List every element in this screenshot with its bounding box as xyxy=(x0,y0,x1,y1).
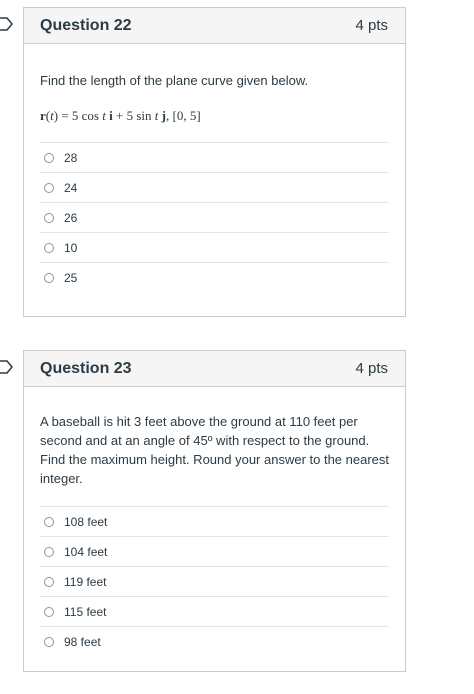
answer-label: 104 feet xyxy=(64,544,108,559)
radio-button[interactable] xyxy=(44,577,54,587)
answer-label: 10 xyxy=(64,240,78,255)
question-title: Question 23 xyxy=(40,359,132,377)
radio-button[interactable] xyxy=(44,243,54,253)
radio-button[interactable] xyxy=(44,213,54,223)
radio-button[interactable] xyxy=(44,153,54,163)
question-flag-icon[interactable] xyxy=(0,17,14,31)
radio-button[interactable] xyxy=(44,183,54,193)
answer-option[interactable] xyxy=(40,506,389,536)
question-points: 4 pts xyxy=(355,360,388,377)
question-header xyxy=(24,8,405,44)
question-points: 4 pts xyxy=(355,17,388,34)
answer-label: 119 feet xyxy=(64,574,107,589)
question-formula: r(t) = 5 cos t i + 5 sin t j, [0, 5] xyxy=(40,108,201,123)
question-prompt: Find the length of the plane curve given below. xyxy=(40,73,309,88)
radio-button[interactable] xyxy=(44,273,54,283)
answer-option[interactable] xyxy=(40,202,389,232)
answer-label: 115 feet xyxy=(64,604,107,619)
question-card xyxy=(23,7,406,317)
answer-option[interactable] xyxy=(40,626,389,656)
question-prompt: A baseball is hit 3 feet above the ground at 110 feet per second and at an angle of 45º with respect to the ground. Find the maximum height. Round your answer to the nearest integer. xyxy=(40,414,390,486)
answer-list xyxy=(40,506,389,656)
answer-option[interactable] xyxy=(40,566,389,596)
question-flag-icon[interactable] xyxy=(0,360,14,374)
answer-label: 98 feet xyxy=(64,634,101,649)
answer-label: 108 feet xyxy=(64,514,108,529)
answer-option[interactable] xyxy=(40,232,389,262)
radio-button[interactable] xyxy=(44,517,54,527)
answer-label: 26 xyxy=(64,210,78,225)
radio-button[interactable] xyxy=(44,607,54,617)
radio-button[interactable] xyxy=(44,637,54,647)
radio-button[interactable] xyxy=(44,547,54,557)
question-header xyxy=(24,351,405,387)
answer-option[interactable] xyxy=(40,262,389,292)
answer-option[interactable] xyxy=(40,142,389,172)
answer-option[interactable] xyxy=(40,596,389,626)
answer-label: 25 xyxy=(64,270,78,285)
question-title: Question 22 xyxy=(40,16,132,34)
question-card xyxy=(23,350,406,672)
answer-option[interactable] xyxy=(40,172,389,202)
answer-list xyxy=(40,142,389,292)
answer-label: 24 xyxy=(64,180,78,195)
answer-label: 28 xyxy=(64,150,78,165)
answer-option[interactable] xyxy=(40,536,389,566)
